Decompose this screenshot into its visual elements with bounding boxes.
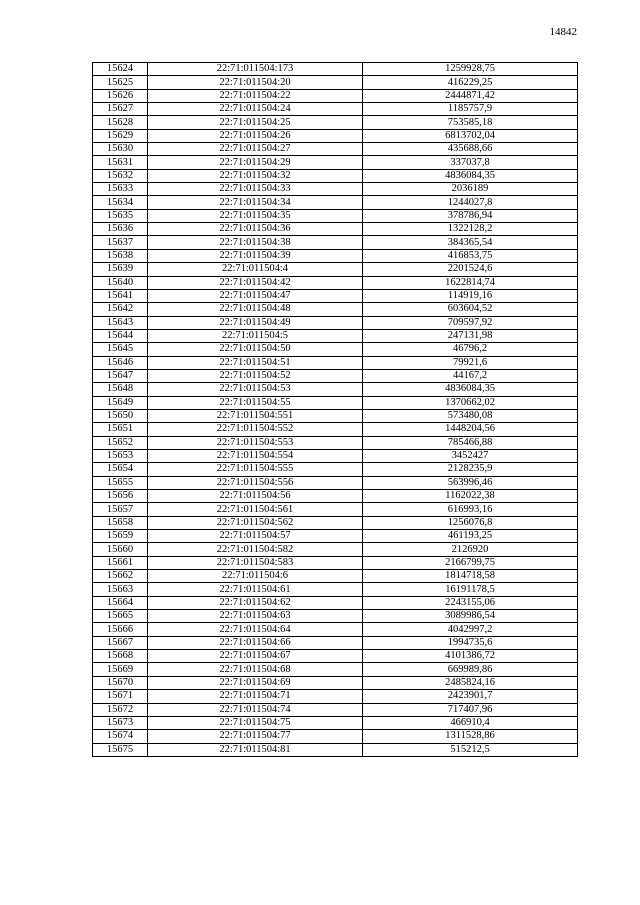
cadastral-number-cell: 22:71:011504:68 (148, 663, 363, 676)
table-row (93, 530, 578, 543)
cadastral-value-table (92, 62, 578, 757)
table-row (93, 650, 578, 663)
table-row (93, 209, 578, 222)
row-number-cell: 15624 (93, 63, 148, 76)
cadastral-value-cell: 2126920 (363, 543, 578, 556)
cadastral-number-cell: 22:71:011504:67 (148, 650, 363, 663)
cadastral-value-cell: 1370662,02 (363, 396, 578, 409)
cadastral-number-cell: 22:71:011504:27 (148, 143, 363, 156)
cadastral-value-cell: 1448204,56 (363, 423, 578, 436)
cadastral-value-cell: 3452427 (363, 449, 578, 462)
cadastral-value-cell: 3089986,54 (363, 610, 578, 623)
row-number-cell: 15658 (93, 516, 148, 529)
table-row (93, 236, 578, 249)
table-row (93, 463, 578, 476)
table-row (93, 676, 578, 689)
cadastral-value-cell: 1259928,75 (363, 63, 578, 76)
cadastral-value-cell: 563996,46 (363, 476, 578, 489)
row-number-cell: 15634 (93, 196, 148, 209)
cadastral-number-cell: 22:71:011504:26 (148, 129, 363, 142)
cadastral-number-cell: 22:71:011504:52 (148, 369, 363, 382)
cadastral-number-cell: 22:71:011504:25 (148, 116, 363, 129)
table-row (93, 503, 578, 516)
cadastral-number-cell: 22:71:011504:75 (148, 716, 363, 729)
table-row (93, 716, 578, 729)
cadastral-value-cell: 1244027,8 (363, 196, 578, 209)
row-number-cell: 15648 (93, 383, 148, 396)
row-number-cell: 15654 (93, 463, 148, 476)
cadastral-value-cell: 2243155,06 (363, 596, 578, 609)
table-row (93, 116, 578, 129)
table-row (93, 303, 578, 316)
cadastral-value-cell: 573480,08 (363, 409, 578, 422)
cadastral-number-cell: 22:71:011504:6 (148, 570, 363, 583)
cadastral-value-cell: 16191178,5 (363, 583, 578, 596)
table-row (93, 409, 578, 422)
cadastral-value-cell: 785466,88 (363, 436, 578, 449)
row-number-cell: 15650 (93, 409, 148, 422)
row-number-cell: 15625 (93, 76, 148, 89)
table-row (93, 449, 578, 462)
table-row (93, 316, 578, 329)
cadastral-value-cell: 2036189 (363, 183, 578, 196)
cadastral-value-cell: 4836084,35 (363, 169, 578, 182)
row-number-cell: 15649 (93, 396, 148, 409)
cadastral-number-cell: 22:71:011504:49 (148, 316, 363, 329)
cadastral-value-cell: 79921,6 (363, 356, 578, 369)
row-number-cell: 15635 (93, 209, 148, 222)
table-row (93, 143, 578, 156)
row-number-cell: 15657 (93, 503, 148, 516)
row-number-cell: 15652 (93, 436, 148, 449)
cadastral-number-cell: 22:71:011504:582 (148, 543, 363, 556)
row-number-cell: 15656 (93, 490, 148, 503)
row-number-cell: 15644 (93, 329, 148, 342)
row-number-cell: 15628 (93, 116, 148, 129)
cadastral-value-cell: 1322128,2 (363, 223, 578, 236)
row-number-cell: 15631 (93, 156, 148, 169)
row-number-cell: 15630 (93, 143, 148, 156)
table-row (93, 436, 578, 449)
cadastral-number-cell: 22:71:011504:561 (148, 503, 363, 516)
cadastral-value-cell: 1185757,9 (363, 103, 578, 116)
table-row (93, 169, 578, 182)
cadastral-value-cell: 1814718,58 (363, 570, 578, 583)
cadastral-number-cell: 22:71:011504:39 (148, 249, 363, 262)
cadastral-number-cell: 22:71:011504:33 (148, 183, 363, 196)
cadastral-number-cell: 22:71:011504:29 (148, 156, 363, 169)
cadastral-value-cell: 1256076,8 (363, 516, 578, 529)
table-row (93, 690, 578, 703)
row-number-cell: 15653 (93, 449, 148, 462)
cadastral-value-cell: 2485824,16 (363, 676, 578, 689)
cadastral-number-cell: 22:71:011504:34 (148, 196, 363, 209)
cadastral-value-cell: 1162022,38 (363, 490, 578, 503)
cadastral-value-cell: 4101386,72 (363, 650, 578, 663)
row-number-cell: 15643 (93, 316, 148, 329)
table-row (93, 76, 578, 89)
table-row (93, 369, 578, 382)
row-number-cell: 15626 (93, 89, 148, 102)
cadastral-number-cell: 22:71:011504:551 (148, 409, 363, 422)
cadastral-number-cell: 22:71:011504:62 (148, 596, 363, 609)
cadastral-number-cell: 22:71:011504:71 (148, 690, 363, 703)
cadastral-number-cell: 22:71:011504:583 (148, 556, 363, 569)
cadastral-value-cell: 337037,8 (363, 156, 578, 169)
cadastral-value-cell: 6813702,04 (363, 129, 578, 142)
cadastral-number-cell: 22:71:011504:173 (148, 63, 363, 76)
cadastral-number-cell: 22:71:011504:22 (148, 89, 363, 102)
cadastral-value-cell: 709597,92 (363, 316, 578, 329)
cadastral-value-cell: 2201524,6 (363, 263, 578, 276)
cadastral-value-cell: 2166799,75 (363, 556, 578, 569)
cadastral-number-cell: 22:71:011504:66 (148, 636, 363, 649)
row-number-cell: 15629 (93, 129, 148, 142)
row-number-cell: 15639 (93, 263, 148, 276)
table-body (93, 63, 578, 757)
cadastral-number-cell: 22:71:011504:47 (148, 289, 363, 302)
cadastral-value-cell: 2444871,42 (363, 89, 578, 102)
cadastral-value-cell: 1311528,86 (363, 730, 578, 743)
cadastral-value-cell: 4042997,2 (363, 623, 578, 636)
row-number-cell: 15661 (93, 556, 148, 569)
row-number-cell: 15633 (93, 183, 148, 196)
cadastral-value-cell: 466910,4 (363, 716, 578, 729)
table-row (93, 129, 578, 142)
cadastral-value-cell: 2128235,9 (363, 463, 578, 476)
cadastral-value-cell: 2423901,7 (363, 690, 578, 703)
cadastral-number-cell: 22:71:011504:69 (148, 676, 363, 689)
row-number-cell: 15659 (93, 530, 148, 543)
cadastral-number-cell: 22:71:011504:74 (148, 703, 363, 716)
row-number-cell: 15669 (93, 663, 148, 676)
cadastral-number-cell: 22:71:011504:36 (148, 223, 363, 236)
cadastral-value-cell: 435688,66 (363, 143, 578, 156)
table-row (93, 63, 578, 76)
table-row (93, 289, 578, 302)
row-number-cell: 15647 (93, 369, 148, 382)
table-row (93, 490, 578, 503)
cadastral-value-cell: 1994735,6 (363, 636, 578, 649)
cadastral-number-cell: 22:71:011504:555 (148, 463, 363, 476)
cadastral-value-cell: 1622814,74 (363, 276, 578, 289)
row-number-cell: 15663 (93, 583, 148, 596)
table-row (93, 743, 578, 756)
table-row (93, 556, 578, 569)
row-number-cell: 15660 (93, 543, 148, 556)
cadastral-number-cell: 22:71:011504:42 (148, 276, 363, 289)
table-row (93, 223, 578, 236)
table-row (93, 596, 578, 609)
cadastral-number-cell: 22:71:011504:57 (148, 530, 363, 543)
row-number-cell: 15637 (93, 236, 148, 249)
table-row (93, 570, 578, 583)
cadastral-value-cell: 603604,52 (363, 303, 578, 316)
cadastral-value-cell: 378786,94 (363, 209, 578, 222)
cadastral-number-cell: 22:71:011504:24 (148, 103, 363, 116)
cadastral-value-cell: 416853,75 (363, 249, 578, 262)
table-row (93, 263, 578, 276)
cadastral-value-cell: 114919,16 (363, 289, 578, 302)
table-row (93, 356, 578, 369)
cadastral-number-cell: 22:71:011504:63 (148, 610, 363, 623)
table-row (93, 183, 578, 196)
row-number-cell: 15673 (93, 716, 148, 729)
cadastral-number-cell: 22:71:011504:554 (148, 449, 363, 462)
table-row (93, 249, 578, 262)
cadastral-number-cell: 22:71:011504:50 (148, 343, 363, 356)
cadastral-number-cell: 22:71:011504:20 (148, 76, 363, 89)
cadastral-value-cell: 384365,54 (363, 236, 578, 249)
cadastral-number-cell: 22:71:011504:51 (148, 356, 363, 369)
table-row (93, 89, 578, 102)
table-row (93, 516, 578, 529)
table-row (93, 636, 578, 649)
table-row (93, 703, 578, 716)
row-number-cell: 15632 (93, 169, 148, 182)
cadastral-value-cell: 753585,18 (363, 116, 578, 129)
table-row (93, 396, 578, 409)
table-row (93, 610, 578, 623)
table-row (93, 343, 578, 356)
row-number-cell: 15674 (93, 730, 148, 743)
row-number-cell: 15672 (93, 703, 148, 716)
table-row (93, 476, 578, 489)
table-row (93, 663, 578, 676)
table-row (93, 543, 578, 556)
cadastral-value-cell: 461193,25 (363, 530, 578, 543)
cadastral-value-cell: 46796,2 (363, 343, 578, 356)
row-number-cell: 15651 (93, 423, 148, 436)
cadastral-number-cell: 22:71:011504:562 (148, 516, 363, 529)
row-number-cell: 15655 (93, 476, 148, 489)
cadastral-value-cell: 669989,86 (363, 663, 578, 676)
row-number-cell: 15638 (93, 249, 148, 262)
row-number-cell: 15646 (93, 356, 148, 369)
cadastral-number-cell: 22:71:011504:61 (148, 583, 363, 596)
cadastral-number-cell: 22:71:011504:38 (148, 236, 363, 249)
row-number-cell: 15664 (93, 596, 148, 609)
row-number-cell: 15671 (93, 690, 148, 703)
cadastral-number-cell: 22:71:011504:81 (148, 743, 363, 756)
row-number-cell: 15662 (93, 570, 148, 583)
table-row (93, 423, 578, 436)
cadastral-number-cell: 22:71:011504:64 (148, 623, 363, 636)
row-number-cell: 15641 (93, 289, 148, 302)
table-row (93, 103, 578, 116)
cadastral-number-cell: 22:71:011504:56 (148, 490, 363, 503)
cadastral-value-cell: 44167,2 (363, 369, 578, 382)
row-number-cell: 15675 (93, 743, 148, 756)
cadastral-number-cell: 22:71:011504:32 (148, 169, 363, 182)
cadastral-number-cell: 22:71:011504:35 (148, 209, 363, 222)
cadastral-number-cell: 22:71:011504:4 (148, 263, 363, 276)
row-number-cell: 15642 (93, 303, 148, 316)
cadastral-value-cell: 515212,5 (363, 743, 578, 756)
row-number-cell: 15665 (93, 610, 148, 623)
table-row (93, 276, 578, 289)
table-row (93, 156, 578, 169)
cadastral-number-cell: 22:71:011504:552 (148, 423, 363, 436)
cadastral-number-cell: 22:71:011504:77 (148, 730, 363, 743)
cadastral-value-cell: 247131,98 (363, 329, 578, 342)
row-number-cell: 15670 (93, 676, 148, 689)
cadastral-number-cell: 22:71:011504:5 (148, 329, 363, 342)
cadastral-value-cell: 616993,16 (363, 503, 578, 516)
row-number-cell: 15636 (93, 223, 148, 236)
row-number-cell: 15668 (93, 650, 148, 663)
page-number: 14842 (549, 26, 577, 38)
cadastral-value-cell: 4836084,35 (363, 383, 578, 396)
row-number-cell: 15640 (93, 276, 148, 289)
cadastral-number-cell: 22:71:011504:55 (148, 396, 363, 409)
cadastral-number-cell: 22:71:011504:48 (148, 303, 363, 316)
cadastral-value-cell: 717407,96 (363, 703, 578, 716)
row-number-cell: 15667 (93, 636, 148, 649)
cadastral-number-cell: 22:71:011504:553 (148, 436, 363, 449)
table-row (93, 623, 578, 636)
row-number-cell: 15666 (93, 623, 148, 636)
table-row (93, 383, 578, 396)
table-row (93, 583, 578, 596)
row-number-cell: 15627 (93, 103, 148, 116)
cadastral-number-cell: 22:71:011504:556 (148, 476, 363, 489)
cadastral-value-cell: 416229,25 (363, 76, 578, 89)
table-row (93, 329, 578, 342)
table-row (93, 730, 578, 743)
row-number-cell: 15645 (93, 343, 148, 356)
table-row (93, 196, 578, 209)
cadastral-number-cell: 22:71:011504:53 (148, 383, 363, 396)
